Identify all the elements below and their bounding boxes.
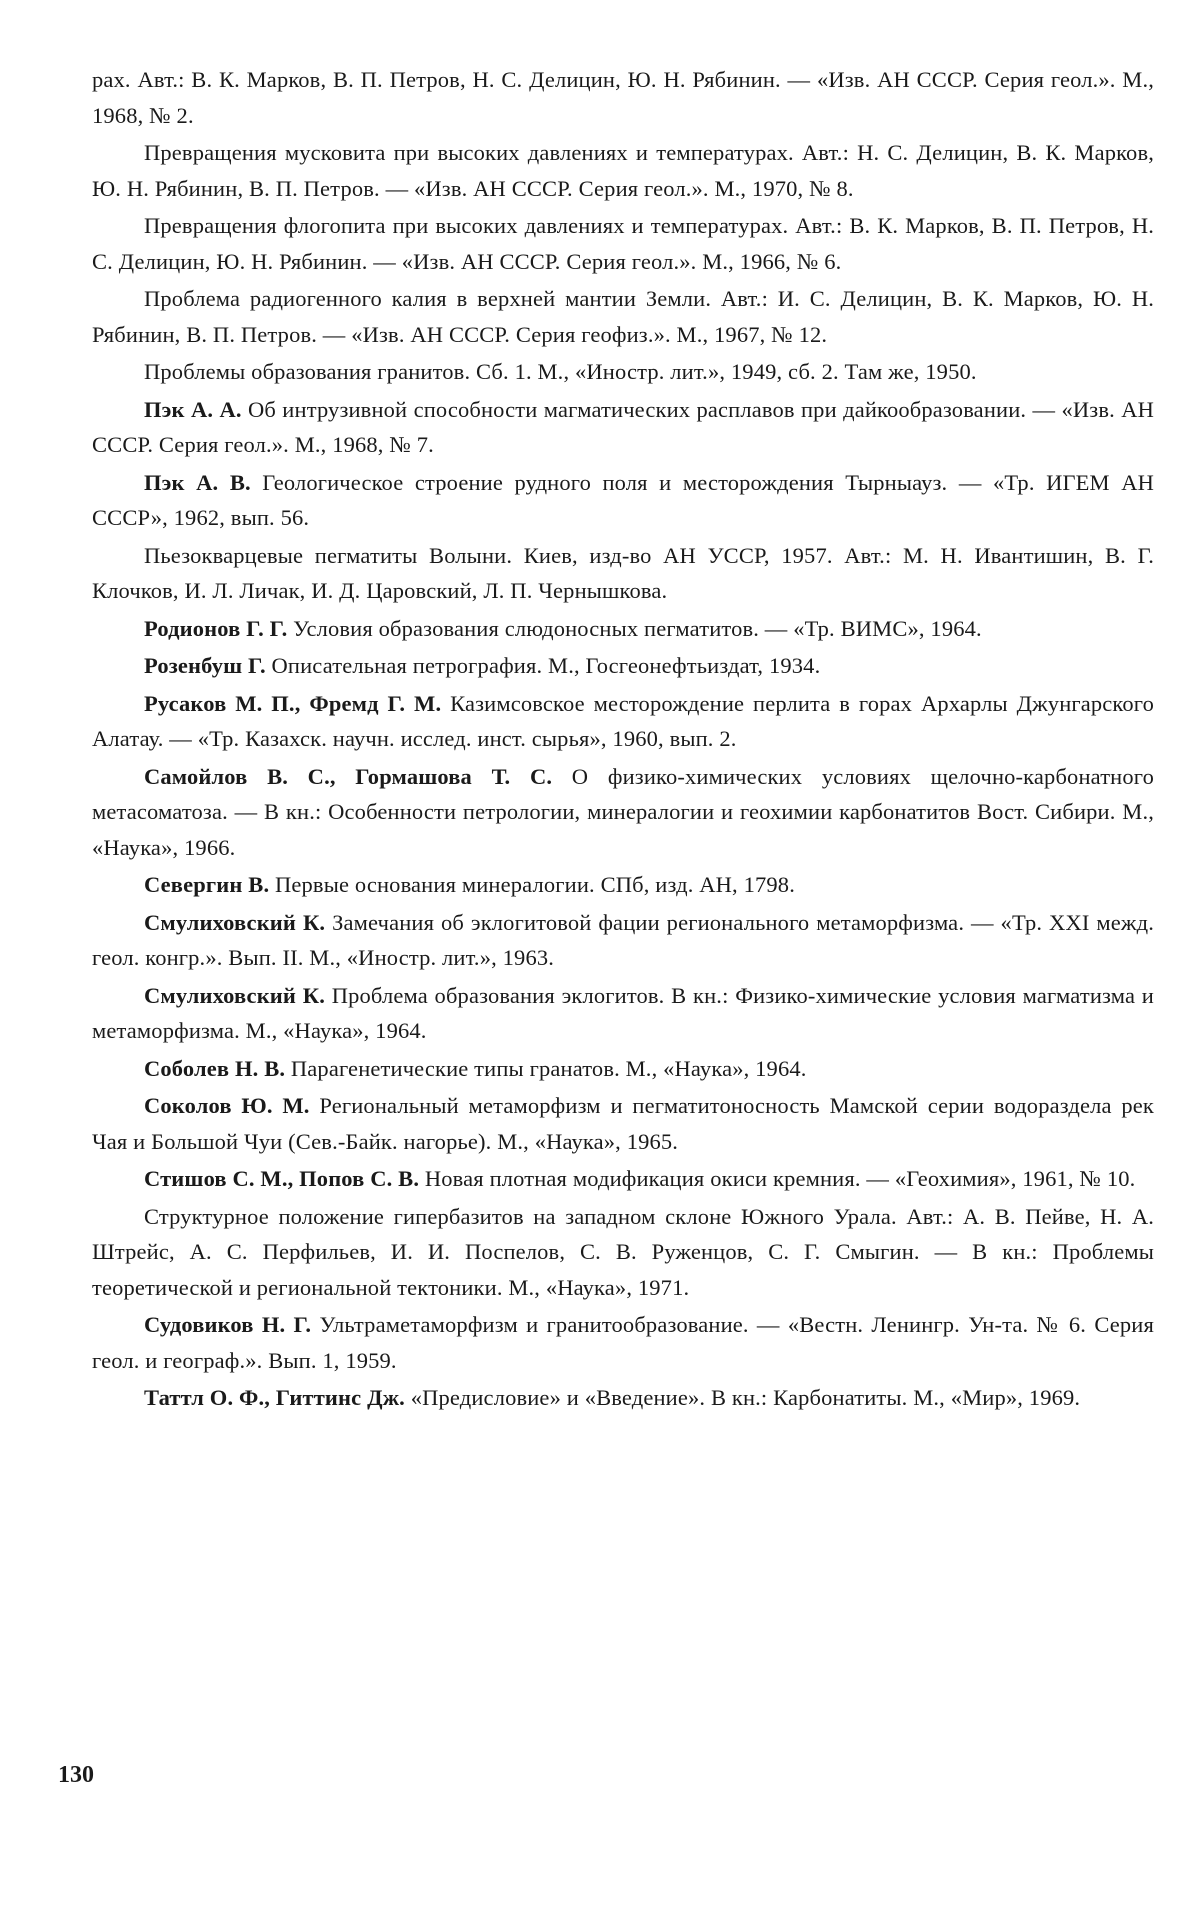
bibliography-entry	[92, 465, 1154, 536]
bibliography-entry	[92, 978, 1154, 1049]
bibliography-entry	[92, 759, 1154, 866]
bibliography-entry	[92, 392, 1154, 463]
bibliography-entry	[92, 538, 1154, 609]
entry-text: Пьезокварцевые пегматиты Волыни. Киев, изд-во АН УССР, 1957. Авт.: М. Н. Ивантишин, В. Г. Клочков, И. Л. Личак, И. Д. Царовский, Л. П. Чернышкова.	[92, 542, 1154, 603]
entry-text: Превращения мусковита при высоких давлениях и температурах. Авт.: Н. С. Делицин, В. К. Марков, Ю. Н. Рябинин, В. П. Петров. — «Изв. АН СССР. Серия геол.». М., 1970, № 8.	[92, 140, 1154, 201]
entry-author: Пэк А. В.	[144, 469, 251, 495]
entry-text: Замечания об эклогитовой фации регионального метаморфизма. — «Тр. XXI межд. геол. конгр.». Вып. II. М., «Иностр. лит.», 1963.	[92, 909, 1154, 970]
entry-text: рах. Авт.: В. К. Марков, В. П. Петров, Н. С. Делицин, Ю. Н. Рябинин. — «Изв. АН СССР. Серия геол.». М., 1968, № 2.	[92, 67, 1154, 128]
entry-text: О физико-химических условиях щелочно-карбонатного метасоматоза. — В кн.: Особенности петрологии, минералогии и геохимии карбонатитов Вост. Сибири. М., «Наука», 1966.	[92, 763, 1154, 860]
bibliography-entry	[92, 611, 1154, 647]
entry-text: Проблема образования эклогитов. В кн.: Физико-химические условия магматизма и метаморфизма. М., «Наука», 1964.	[92, 982, 1154, 1043]
bibliography-entry	[92, 867, 1154, 903]
bibliography-entry	[92, 905, 1154, 976]
bibliography-entry	[92, 1307, 1154, 1378]
entry-author: Смулиховский К.	[144, 909, 326, 935]
entry-author: Розенбуш Г.	[144, 653, 266, 678]
bibliography-entry	[92, 62, 1154, 133]
entry-text: Казимсовское месторождение перлита в горах Архарлы Джунгарского Алатау. — «Тр. Казахск. научн. исслед. инст. сырья», 1960, вып. 2.	[92, 690, 1154, 751]
entry-author: Таттл О. Ф., Гиттинс Дж.	[144, 1385, 405, 1410]
bibliography-page	[92, 62, 1154, 1418]
page-number: 130	[58, 1762, 94, 1788]
entry-author: Соболев Н. В.	[144, 1055, 286, 1081]
bibliography-entry	[92, 135, 1154, 206]
bibliography-entry	[92, 208, 1154, 279]
entry-author: Стишов С. М., Попов С. В.	[144, 1166, 420, 1191]
entry-text: Об интрузивной способности магматических расплавов при дайкообразовании. — «Изв. АН СССР. Серия геол.». М., 1968, № 7.	[92, 396, 1154, 457]
bibliography-entry	[92, 1199, 1154, 1306]
entry-author: Самойлов В. С., Гормашова Т. С.	[144, 763, 553, 789]
entry-text: «Предисловие» и «Введение». В кн.: Карбонатиты. М., «Мир», 1969.	[404, 1385, 1081, 1410]
bibliography-entry	[92, 686, 1154, 757]
entry-text: Проблемы образования гранитов. Сб. 1. М., «Иностр. лит.», 1949, сб. 2. Там же, 1950.	[144, 359, 977, 384]
entry-text: Первые основания минералогии. СПб, изд. АН, 1798.	[269, 872, 795, 897]
entry-text: Ультраметаморфизм и гранитообразование. — «Вестн. Ленингр. Ун-та. № 6. Серия геол. и географ.». Вып. 1, 1959.	[92, 1312, 1154, 1373]
entry-author: Судовиков Н. Г.	[144, 1312, 312, 1337]
bibliography-entry	[92, 1161, 1154, 1197]
entry-text: Условия образования слюдоносных пегматитов. — «Тр. ВИМС», 1964.	[287, 615, 982, 641]
entry-text: Описательная петрография. М., Госгеонефтьиздат, 1934.	[265, 653, 821, 678]
entry-author: Пэк А. А.	[144, 396, 242, 422]
entry-author: Родионов Г. Г.	[144, 615, 288, 641]
bibliography-entry	[92, 281, 1154, 352]
entry-text: Структурное положение гипербазитов на западном склоне Южного Урала. Авт.: А. В. Пейве, Н. А. Штрейс, А. С. Перфильев, И. И. Поспелов, С. В. Руженцов, С. Г. Смыгин. — В кн.: Проблемы теоретической и региональной тектоники. М., «Наука», 1971.	[92, 1203, 1154, 1300]
bibliography-entry	[92, 354, 1154, 390]
bibliography-entry	[92, 1380, 1154, 1416]
bibliography-entry	[92, 1051, 1154, 1087]
entry-author: Соколов Ю. М.	[144, 1093, 310, 1118]
entry-text: Региональный метаморфизм и пегматитоносность Мамской серии водораздела рек Чая и Большой Чуи (Сев.-Байк. нагорье). М., «Наука», 1965.	[92, 1093, 1154, 1154]
entry-text: Геологическое строение рудного поля и месторождения Тырныауз. — «Тр. ИГЕМ АН СССР», 1962, вып. 56.	[92, 469, 1155, 530]
bibliography-entry	[92, 648, 1154, 684]
entry-author: Русаков М. П., Фремд Г. М.	[144, 690, 442, 716]
bibliography-entry	[92, 1088, 1154, 1159]
entry-text: Проблема радиогенного калия в верхней мантии Земли. Авт.: И. С. Делицин, В. К. Марков, Ю. Н. Рябинин, В. П. Петров. — «Изв. АН СССР. Серия геофиз.». М., 1967, № 12.	[92, 286, 1154, 347]
entry-text: Парагенетические типы гранатов. М., «Наука», 1964.	[285, 1055, 807, 1081]
entry-author: Смулиховский К.	[144, 982, 325, 1008]
entry-text: Превращения флогопита при высоких давлениях и температурах. Авт.: В. К. Марков, В. П. Петров, Н. С. Делицин, Ю. Н. Рябинин. — «Изв. АН СССР. Серия геол.». М., 1966, № 6.	[92, 213, 1154, 274]
entry-author: Севергин В.	[144, 872, 270, 897]
entry-text: Новая плотная модификация окиси кремния. — «Геохимия», 1961, № 10.	[419, 1166, 1136, 1191]
